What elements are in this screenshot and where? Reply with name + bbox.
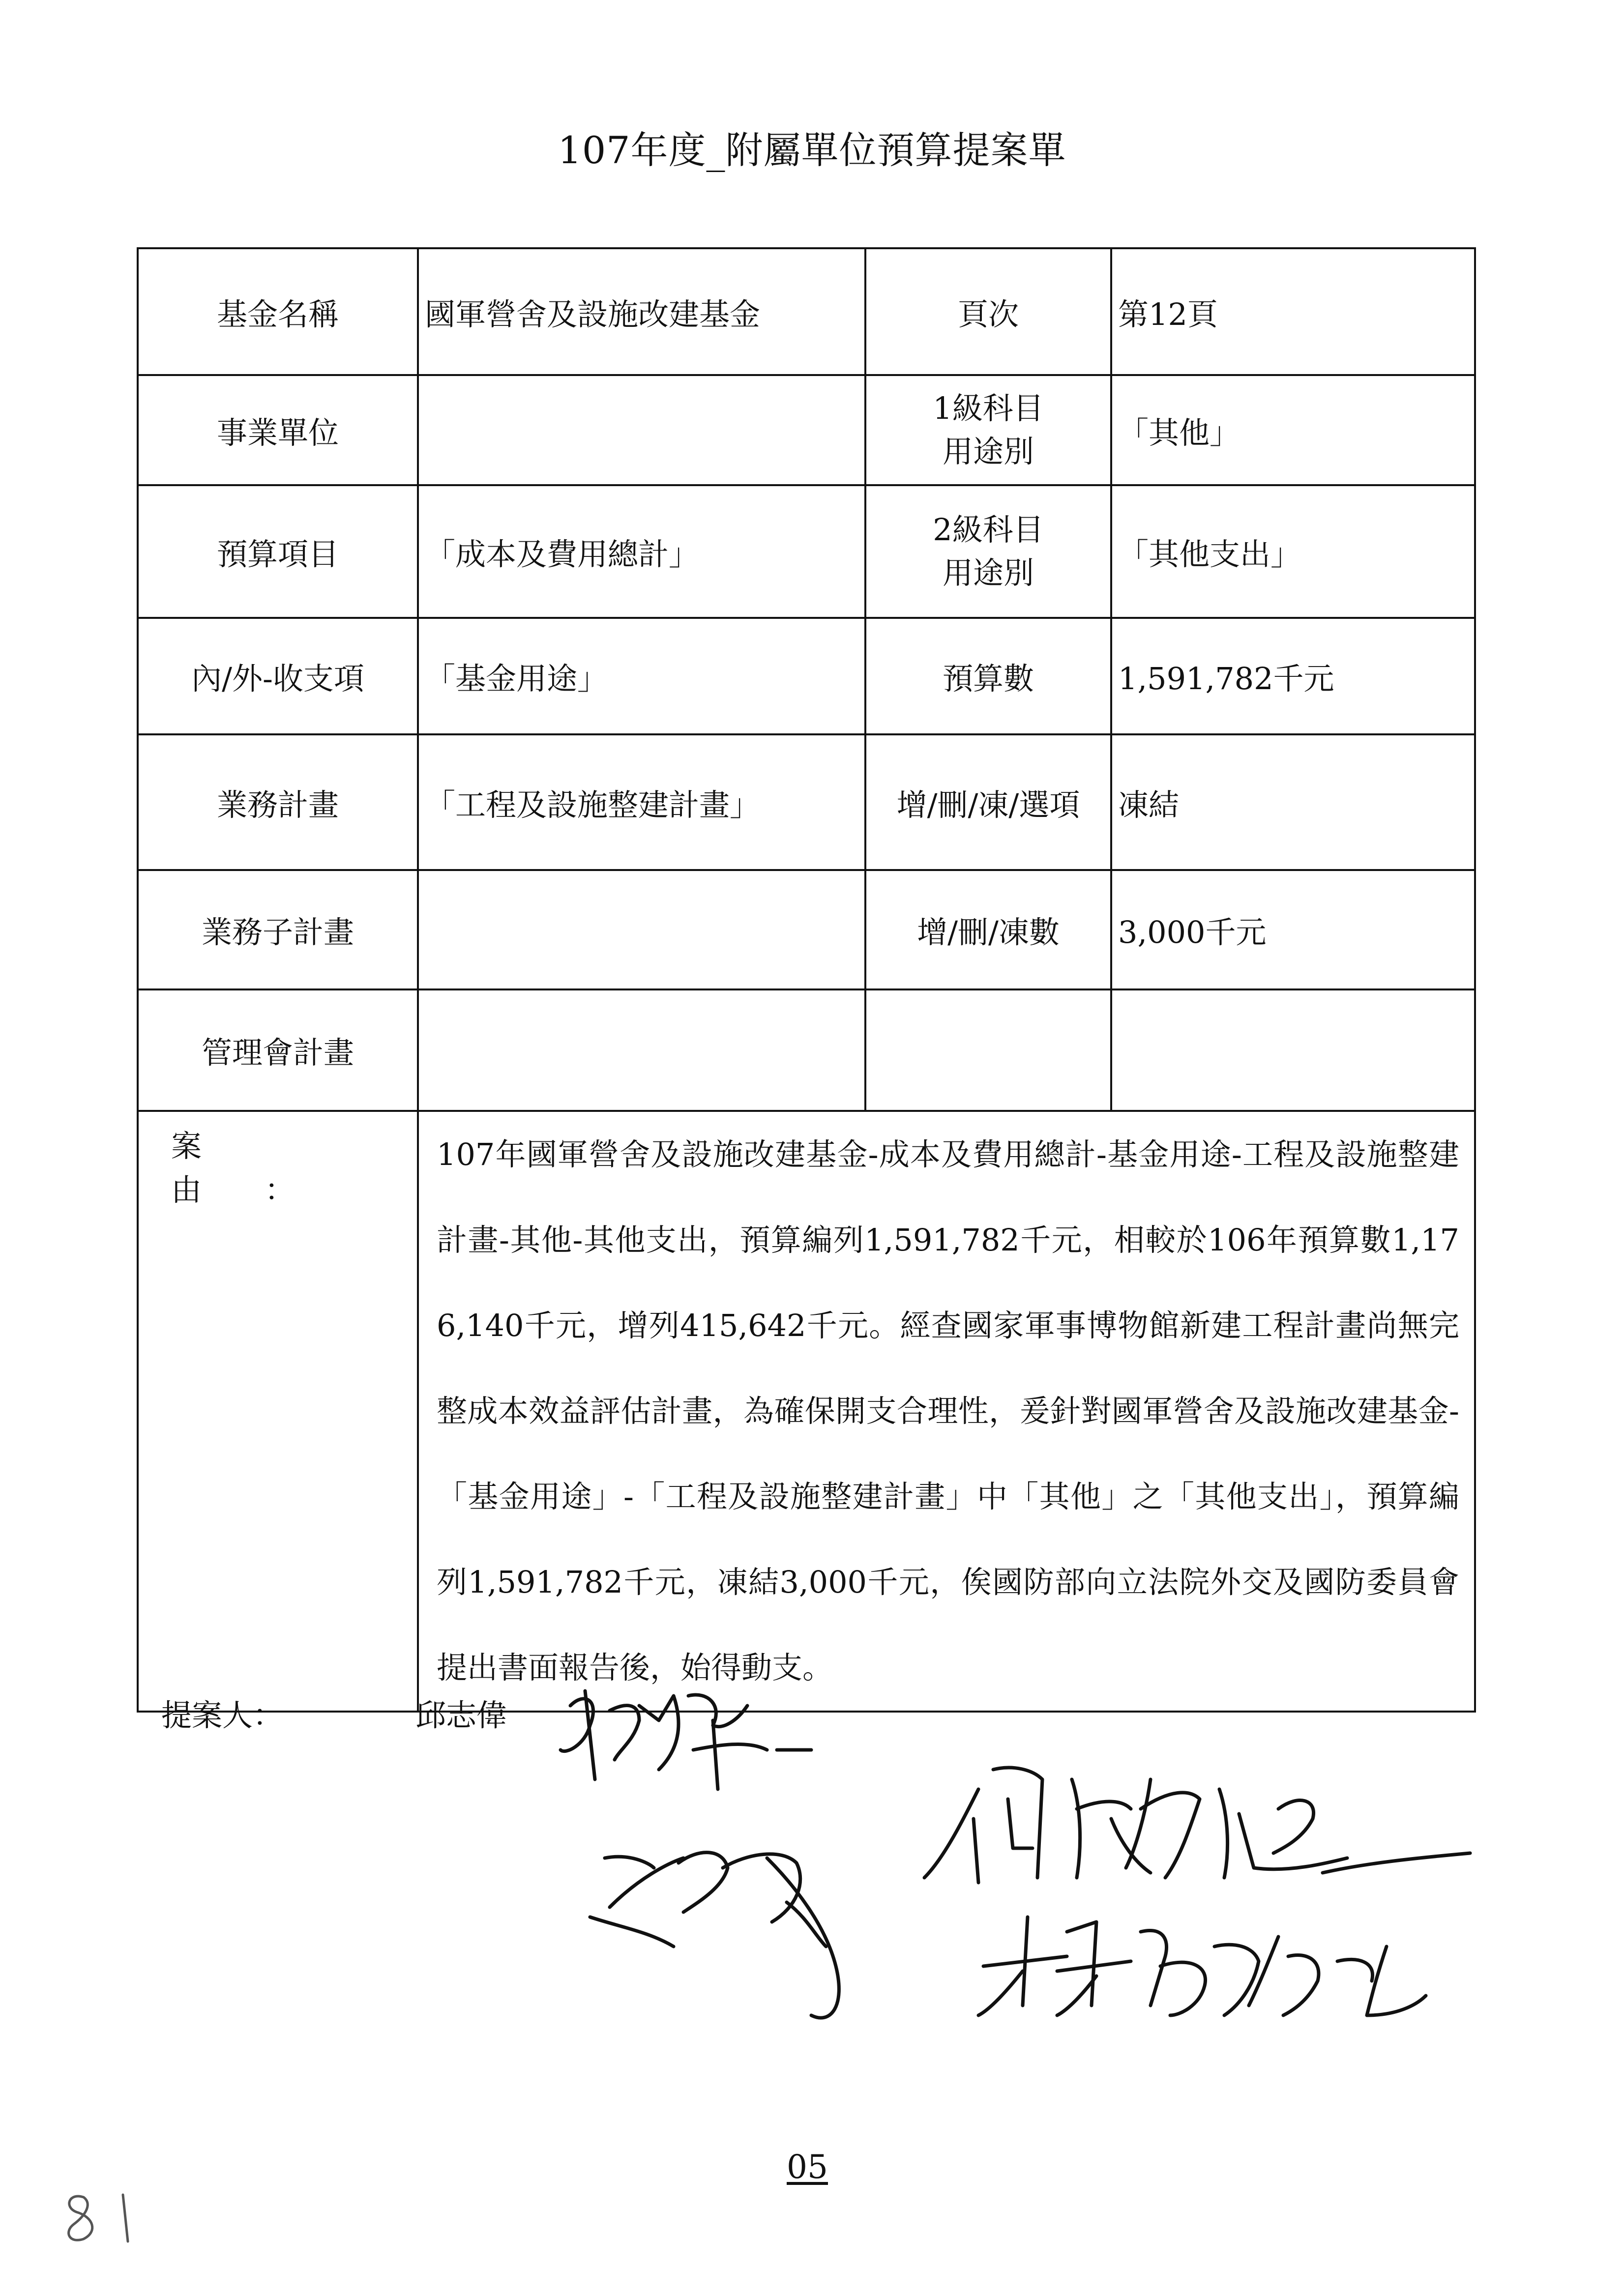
row-income-expense (138, 618, 1475, 734)
value-business-subplan (418, 870, 865, 989)
row-reason (138, 1111, 1475, 1712)
label-blank (865, 989, 1111, 1111)
label-fund-name: 基金名稱 (138, 248, 418, 375)
reason-label-text: 案由： (171, 1128, 358, 1208)
value-page: 第12頁 (1111, 248, 1475, 375)
label-action-amount: 增/刪/凍數 (865, 870, 1111, 989)
page-number: 05 (787, 2148, 828, 2186)
label-budget-amount: 預算數 (865, 618, 1111, 734)
value-level1-subject: 「其他」 (1111, 375, 1475, 485)
signature-2 (590, 1853, 839, 2018)
value-business-plan: 「工程及設施整建計畫」 (418, 734, 865, 870)
proposer-name: 邱志偉 (415, 1697, 507, 1733)
label-business-plan: 業務計畫 (138, 734, 418, 870)
label-level1-line1: 1級科目 (933, 390, 1044, 426)
signature-4 (978, 1917, 1426, 2015)
value-budget-item: 「成本及費用總計」 (418, 485, 865, 618)
label-page: 頁次 (865, 248, 1111, 375)
row-management-accounting (138, 989, 1475, 1111)
label-level1-subject (865, 375, 1111, 485)
value-budget-amount: 1,591,782千元 (1111, 618, 1475, 734)
row-business-subplan (138, 870, 1475, 989)
value-blank (1111, 989, 1475, 1111)
value-management-accounting (418, 989, 865, 1111)
proposal-form-table (137, 247, 1476, 1713)
margin-handwritten-note (54, 2182, 162, 2253)
handwritten-81-icon (54, 2182, 162, 2251)
proposer-label: 提案人： (161, 1697, 284, 1733)
label-business-subplan: 業務子計畫 (138, 870, 418, 989)
label-level2-line1: 2級科目 (933, 512, 1044, 548)
label-action-option: 增/刪/凍/選項 (865, 734, 1111, 870)
label-management-accounting: 管理會計畫 (138, 989, 418, 1111)
row-budget-item (138, 485, 1475, 618)
value-action-amount: 3,000千元 (1111, 870, 1475, 989)
label-income-expense: 內/外-收支項 (138, 618, 418, 734)
label-business-unit: 事業單位 (138, 375, 418, 485)
label-budget-item: 預算項目 (138, 485, 418, 618)
reason-text: 107年國軍營舍及設施改建基金-成本及費用總計-基金用途-工程及設施整建計畫-其他-其他支出，預算編列1,591,782千元，相較於106年預算數1,176,140千元，增列415,642千元。經查國家軍事博物館新建工程計畫尚無完整成本效益評估計畫，為確保開支合理性，爰針對國軍營舍及設施改建基金-「基金用途」-「工程及設施整建計畫」中「其他」之「其他支出」，預算編列1,591,782千元，凍結3,000千元，俟國防部向立法院外交及國防委員會提出書面報告後，始得動支。 (418, 1111, 1475, 1712)
value-action-option: 凍結 (1111, 734, 1475, 870)
row-fund-name (138, 248, 1475, 375)
label-level2-subject (865, 485, 1111, 618)
document-title: 107年度_附屬單位預算提案單 (558, 128, 1066, 172)
label-level2-line2: 用途別 (942, 555, 1034, 591)
value-income-expense: 「基金用途」 (418, 618, 865, 734)
label-reason (138, 1111, 418, 1712)
row-business-plan (138, 734, 1475, 870)
label-level1-line2: 用途別 (942, 434, 1034, 469)
value-level2-subject: 「其他支出」 (1111, 485, 1475, 618)
row-business-unit (138, 375, 1475, 485)
value-business-unit (418, 375, 865, 485)
signature-3 (924, 1768, 1470, 1883)
value-fund-name: 國軍營舍及設施改建基金 (418, 248, 865, 375)
